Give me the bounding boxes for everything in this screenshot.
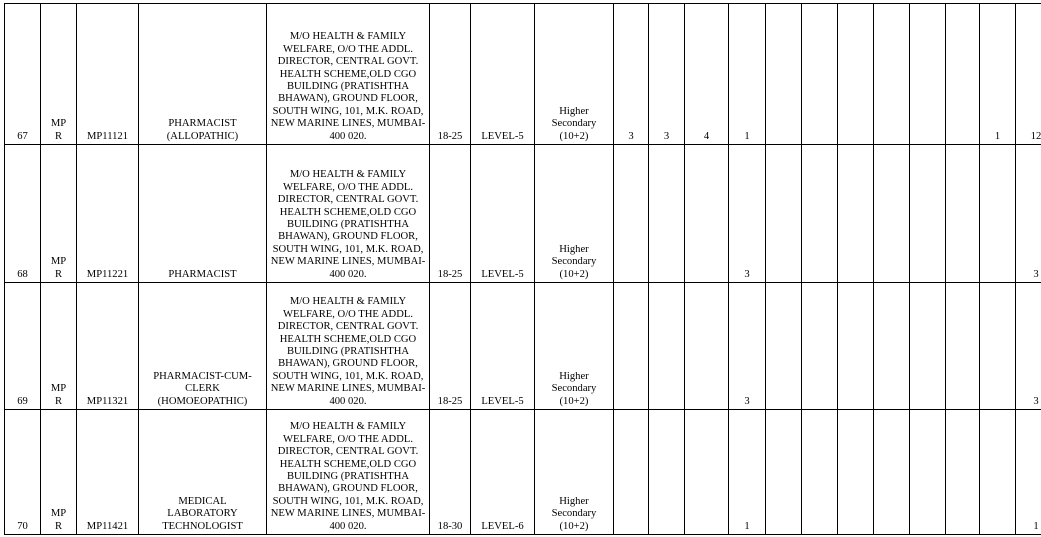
vacancy-cell [874,283,910,410]
vacancy-cell [874,410,910,535]
post-code-cell: MP11421 [77,410,139,535]
pay-level-cell: LEVEL-5 [471,145,535,283]
serial-number-cell: 70 [5,410,41,535]
vacancy-cell: 3 [614,4,649,145]
table-row [5,4,1041,145]
vacancy-cell [838,4,874,145]
post-name-cell: MEDICAL LABORATORY TECHNOLOGIST [139,410,267,535]
vacancy-table [4,3,1041,535]
serial-number-cell: 69 [5,283,41,410]
department-address-cell: M/O HEALTH & FAMILY WELFARE, O/O THE ADDL. DIRECTOR, CENTRAL GOVT. HEALTH SCHEME,OLD CGO BUILDING (PRATISHTHA BHAWAN), GROUND FLOOR, SOUTH WING, 101, M.K. ROAD, NEW MARINE LINES, MUMBAI-400 020. [267,4,430,145]
vacancy-cell [838,145,874,283]
vacancy-cell [685,410,729,535]
vacancy-cell [946,283,980,410]
vacancy-cell [614,410,649,535]
vacancy-cell [838,410,874,535]
post-code-cell: MP11221 [77,145,139,283]
vacancy-cell [685,283,729,410]
post-name-cell: PHARMACIST [139,145,267,283]
vacancy-cell [874,4,910,145]
age-limit-cell: 18-25 [430,145,471,283]
vacancy-cell: 1 [729,410,766,535]
qualification-cell: Higher Secondary (10+2) [535,145,614,283]
table-row [5,410,1041,535]
vacancy-cell: 3 [649,4,685,145]
total-vacancy-cell: 1 [1016,410,1041,535]
state-code-cell: MP R [41,4,77,145]
serial-number-cell: 67 [5,4,41,145]
vacancy-cell [766,145,802,283]
vacancy-cell [980,283,1016,410]
vacancy-cell [649,410,685,535]
vacancy-cell [614,145,649,283]
table-row [5,283,1041,410]
post-name-cell: PHARMACIST-CUM- CLERK (HOMOEOPATHIC) [139,283,267,410]
department-address-cell: M/O HEALTH & FAMILY WELFARE, O/O THE ADDL. DIRECTOR, CENTRAL GOVT. HEALTH SCHEME,OLD CGO BUILDING (PRATISHTHA BHAWAN), GROUND FLOOR, SOUTH WING, 101, M.K. ROAD, NEW MARINE LINES, MUMBAI-400 020. [267,410,430,535]
department-address-cell: M/O HEALTH & FAMILY WELFARE, O/O THE ADDL. DIRECTOR, CENTRAL GOVT. HEALTH SCHEME,OLD CGO BUILDING (PRATISHTHA BHAWAN), GROUND FLOOR, SOUTH WING, 101, M.K. ROAD, NEW MARINE LINES, MUMBAI-400 020. [267,283,430,410]
vacancy-cell: 3 [729,145,766,283]
vacancy-cell [802,283,838,410]
vacancy-cell [980,145,1016,283]
vacancy-cell [802,410,838,535]
vacancy-cell: 1 [729,4,766,145]
post-code-cell: MP11321 [77,283,139,410]
total-vacancy-cell: 3 [1016,283,1041,410]
vacancy-cell: 4 [685,4,729,145]
vacancy-cell [910,145,946,283]
vacancy-cell [766,283,802,410]
vacancy-cell [874,145,910,283]
vacancy-cell [910,4,946,145]
serial-number-cell: 68 [5,145,41,283]
table-row [5,145,1041,283]
state-code-cell: MP R [41,410,77,535]
pay-level-cell: LEVEL-5 [471,4,535,145]
qualification-cell: Higher Secondary (10+2) [535,283,614,410]
vacancy-cell [910,410,946,535]
department-address-cell: M/O HEALTH & FAMILY WELFARE, O/O THE ADDL. DIRECTOR, CENTRAL GOVT. HEALTH SCHEME,OLD CGO BUILDING (PRATISHTHA BHAWAN), GROUND FLOOR, SOUTH WING, 101, M.K. ROAD, NEW MARINE LINES, MUMBAI-400 020. [267,145,430,283]
vacancy-cell [614,283,649,410]
age-limit-cell: 18-30 [430,410,471,535]
age-limit-cell: 18-25 [430,4,471,145]
vacancy-cell [685,145,729,283]
post-code-cell: MP11121 [77,4,139,145]
vacancy-cell [649,283,685,410]
vacancy-cell [838,283,874,410]
vacancy-cell [802,145,838,283]
vacancy-cell [802,4,838,145]
qualification-cell: Higher Secondary (10+2) [535,410,614,535]
vacancy-cell [766,410,802,535]
vacancy-cell [980,410,1016,535]
vacancy-cell [649,145,685,283]
vacancy-cell [946,145,980,283]
state-code-cell: MP R [41,145,77,283]
vacancy-cell [946,410,980,535]
post-name-cell: PHARMACIST (ALLOPATHIC) [139,4,267,145]
pay-level-cell: LEVEL-5 [471,283,535,410]
pay-level-cell: LEVEL-6 [471,410,535,535]
vacancy-cell: 3 [729,283,766,410]
qualification-cell: Higher Secondary (10+2) [535,4,614,145]
total-vacancy-cell: 3 [1016,145,1041,283]
state-code-cell: MP R [41,283,77,410]
age-limit-cell: 18-25 [430,283,471,410]
total-vacancy-cell: 12 [1016,4,1041,145]
vacancy-cell [910,283,946,410]
vacancy-cell [766,4,802,145]
vacancy-cell: 1 [980,4,1016,145]
vacancy-cell [946,4,980,145]
